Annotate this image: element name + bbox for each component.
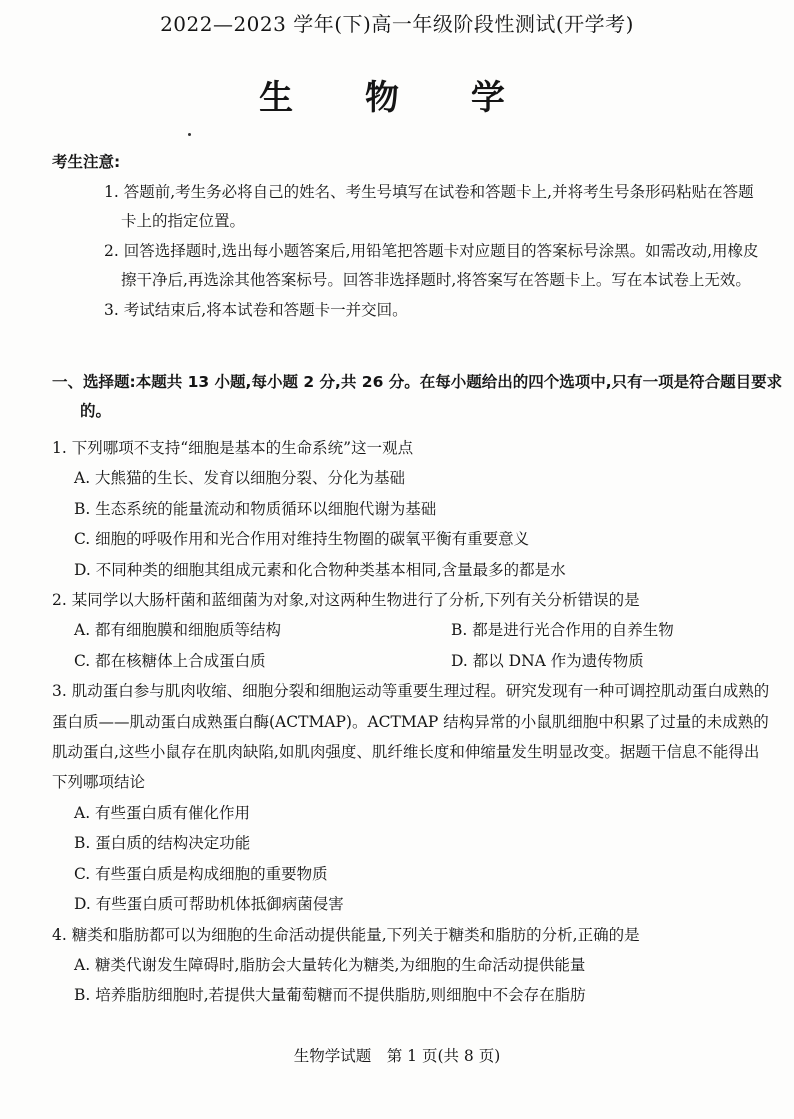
option-a: A. 都有细胞膜和细胞质等结构 (74, 621, 282, 640)
exam-title: 2022—2023 学年(下)高一年级阶段性测试(开学考) (160, 12, 634, 36)
question-list (52, 433, 770, 1011)
notice-title: 考生注意: (52, 153, 121, 171)
scan-speck (188, 133, 191, 136)
option-d: D. 都以 DNA 作为遗传物质 (451, 651, 644, 670)
notice-item-1: 1. 答题前,考生务必将自己的姓名、考生号填写在试卷和答题卡上,并将考生号条形码粘贴在答题卡上的指定位置。 (104, 182, 754, 230)
question-stem: 3. 肌动蛋白参与肌肉收缩、细胞分裂和细胞运动等重要生理过程。研究发现有一种可调控肌动蛋白成熟的蛋白质——肌动蛋白成熟蛋白酶(ACTMAP)。ACTMAP 结构异常的小鼠肌细胞中积累了过量的未成熟的肌动蛋白,这些小鼠存在肌肉缺陷,如肌肉强度、肌纤维长度和伸缩量发生明显改变。据题干信息不能得出下列哪项结论 (52, 682, 770, 792)
option-c: C. 都在核糖体上合成蛋白质 (74, 651, 266, 670)
option-a: A. 糖类代谢发生障碍时,脂肪会大量转化为糖类,为细胞的生命活动提供能量 (74, 955, 586, 974)
option-d: D. 有些蛋白质可帮助机体抵御病菌侵害 (74, 895, 344, 914)
subject-title: 生 物 学 (259, 78, 535, 118)
question-2 (52, 585, 770, 676)
option-b: B. 生态系统的能量流动和物质循环以细胞代谢为基础 (74, 499, 437, 518)
option-d: D. 不同种类的细胞其组成元素和化合物种类基本相同,含量最多的都是水 (74, 560, 566, 579)
option-b: B. 都是进行光合作用的自养生物 (451, 621, 674, 640)
question-1 (52, 433, 770, 585)
option-a: A. 有些蛋白质有催化作用 (74, 803, 251, 822)
question-3 (52, 676, 770, 919)
section-heading: 一、选择题:本题共 13 小题,每小题 2 分,共 26 分。在每小题给出的四个选项中,只有一项是符合题目要求的。 (52, 373, 783, 420)
question-stem: 2. 某同学以大肠杆菌和蓝细菌为对象,对这两种生物进行了分析,下列有关分析错误的是 (52, 591, 640, 610)
option-b: B. 培养脂肪细胞时,若提供大量葡萄糖而不提供脂肪,则细胞中不会存在脂肪 (74, 986, 586, 1005)
question-4 (52, 920, 770, 1011)
option-b: B. 蛋白质的结构决定功能 (74, 834, 251, 853)
option-c: C. 细胞的呼吸作用和光合作用对维持生物圈的碳氧平衡有重要意义 (74, 530, 530, 549)
option-a: A. 大熊猫的生长、发育以细胞分裂、分化为基础 (74, 469, 406, 488)
notice-item-2: 2. 回答选择题时,选出每小题答案后,用铅笔把答题卡对应题目的答案标号涂黑。如需改动,用橡皮擦干净后,再选涂其他答案标号。回答非选择题时,将答案写在答题卡上。写在本试卷上无效。 (104, 241, 759, 289)
page-footer: 生物学试题 第 1 页(共 8 页) (293, 1047, 501, 1065)
notice-item-3: 3. 考试结束后,将本试卷和答题卡一并交回。 (104, 300, 408, 319)
option-c: C. 有些蛋白质是构成细胞的重要物质 (74, 864, 328, 883)
notice-block (52, 148, 764, 325)
question-stem: 1. 下列哪项不支持“细胞是基本的生命系统”这一观点 (52, 439, 414, 457)
question-stem: 4. 糖类和脂肪都可以为细胞的生命活动提供能量,下列关于糖类和脂肪的分析,正确的是 (52, 925, 640, 944)
